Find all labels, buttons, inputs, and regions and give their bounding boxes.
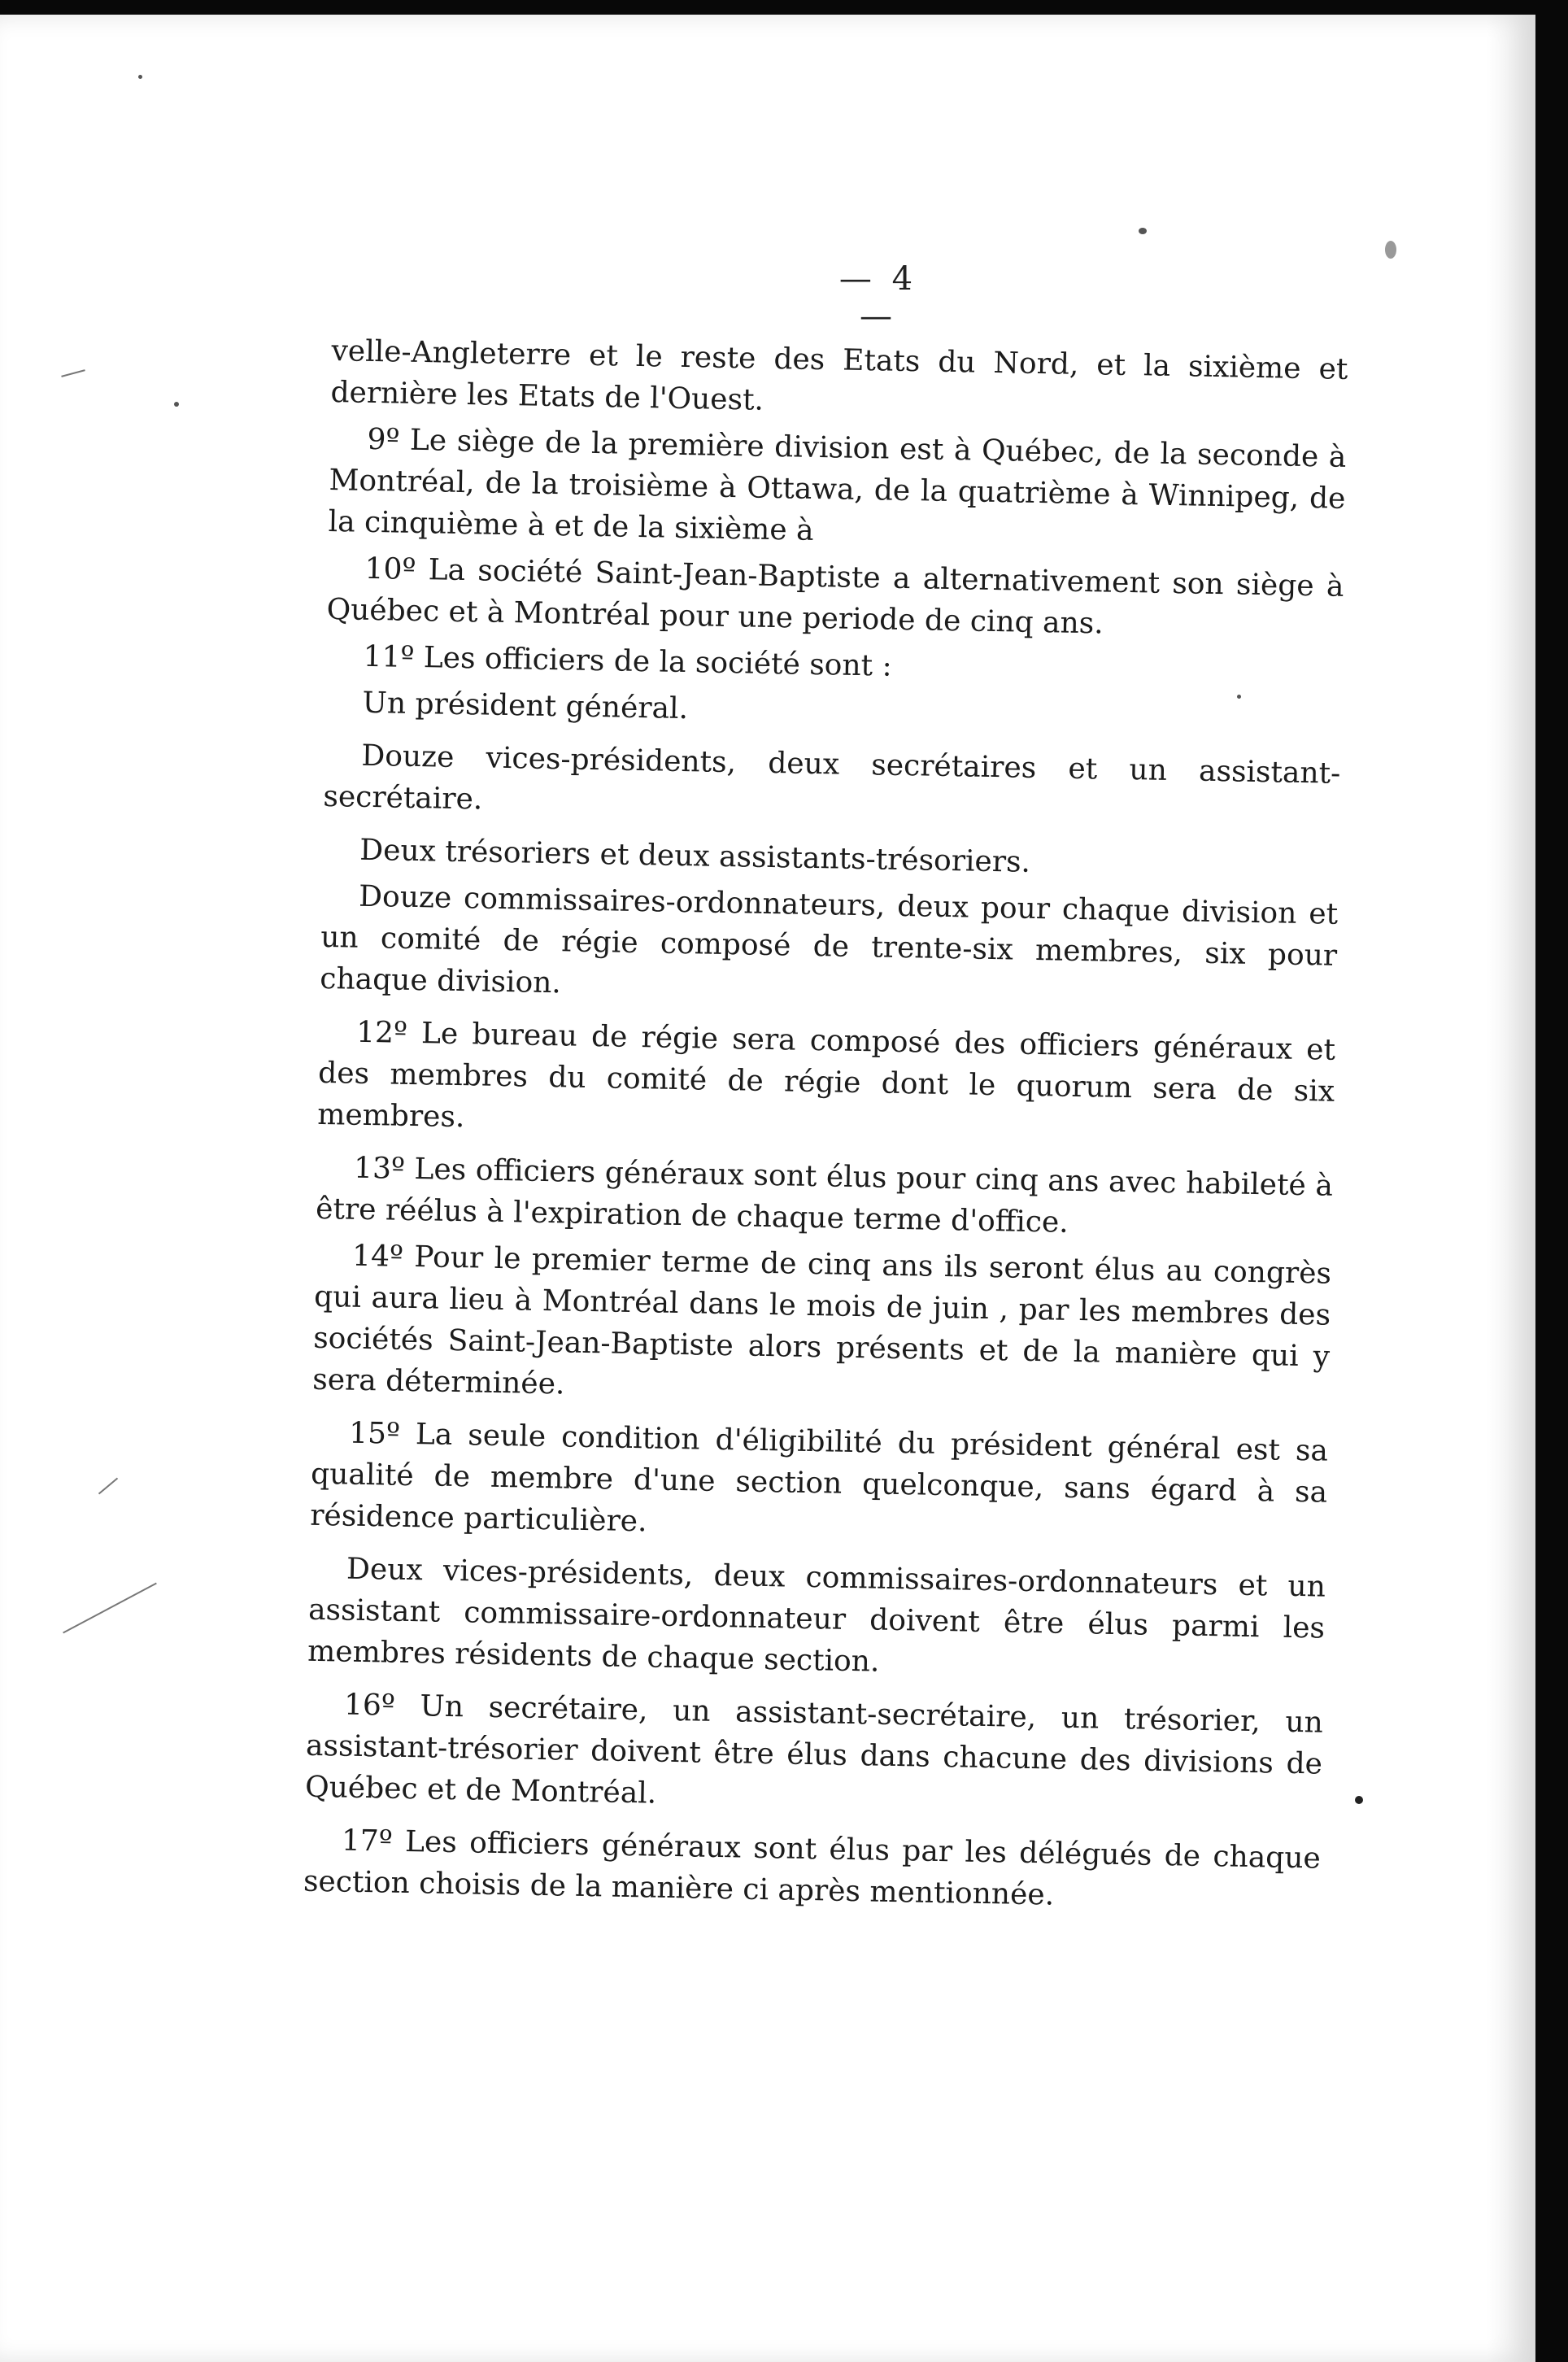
article-15: 15º La seule condition d'éligibilité du président général est sa qualité de membre d'une section quelconque, sans égard à sa résidence particulière.	[309, 1416, 1329, 1539]
paragraph-continuation: velle-Angleterre et le reste des Etats du Nord, et la sixième et dernière les Etats de l'Ouest.	[330, 333, 1348, 417]
article-10: 10º La société Saint-Jean-Baptiste a alternativement son siège à Québec et à Montréal pour une periode de cinq ans.	[326, 551, 1344, 641]
article-11: 11º Les officiers de la société sont :	[363, 639, 893, 683]
article-14: 14º Pour le premier terme de cinq ans ils seront élus au congrès qui aura lieu à Montréal dans le mois de juin , par les membres des sociétés Saint-Jean-Baptiste alors présents et de la manière qui y sera déterminée.	[311, 1239, 1332, 1401]
scan-speck	[138, 75, 142, 79]
scan-scratch	[61, 369, 85, 377]
scan-speck	[1385, 241, 1396, 259]
document-page	[0, 15, 1535, 2362]
officer-list-item: Douze vices-présidents, deux secrétaires et un assistant-secrétaire.	[323, 739, 1341, 817]
scan-scratch	[63, 1583, 157, 1634]
scan-speck	[1237, 695, 1241, 699]
article-12: 12º Le bureau de régie sera composé des officiers généraux et des membres du comité de régie dont le quorum sera de six membres.	[316, 1015, 1336, 1135]
officer-list-item: Douze commissaires-ordonnateurs, deux pour chaque division et un comité de régie composé de trente-six membres, six pour chaque division.	[320, 879, 1339, 1000]
article-16: 16º Un secrétaire, un assistant-secrétaire, un trésorier, un assistant-trésorier doivent être élus dans chacune des divisions de Québec et de Montréal.	[304, 1688, 1324, 1811]
page-number: — 4 —	[838, 260, 918, 335]
scan-speck	[1355, 1796, 1363, 1804]
officer-list-item: Deux trésoriers et deux assistants-trésoriers.	[359, 833, 1031, 879]
scan-speck	[174, 402, 179, 407]
article-15-continued: Deux vices-présidents, deux commissaires-ordonnateurs et un assistant commissaire-ordonnateur doivent être élus parmi les membres résidents de chaque section.	[307, 1552, 1326, 1679]
officer-list-item: Un président général.	[362, 686, 689, 726]
body-text	[303, 330, 1348, 1926]
article-9: 9º Le siège de la première division est à Québec, de la seconde à Montréal, de la troisième à Ottawa, de la quatrième à Winnipeg, de la cinquième à et de la sixième à	[328, 422, 1347, 547]
scan-speck	[1139, 228, 1147, 234]
article-13: 13º Les officiers généraux sont élus pour cinq ans avec habileté à être réélus à l'expiration de chaque terme d'office.	[315, 1151, 1334, 1240]
scan-scratch	[98, 1478, 118, 1495]
article-17: 17º Les officiers généraux sont élus par les délégués de chaque section choisis de la manière ci après mentionnée.	[303, 1824, 1322, 1912]
